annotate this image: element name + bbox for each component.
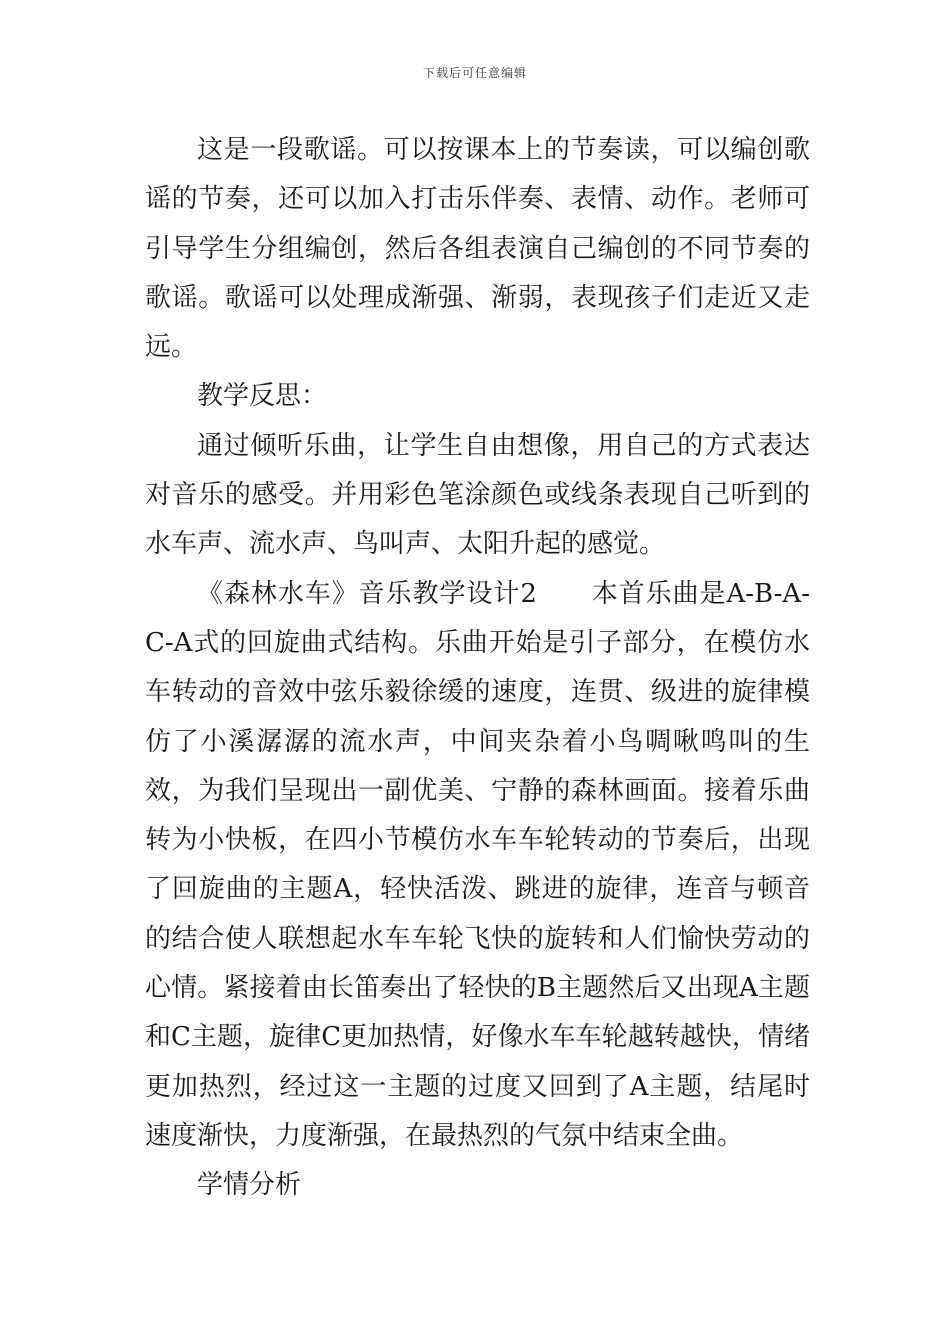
paragraph-learning-analysis-heading: 学情分析 (197, 1170, 302, 1201)
page-header: 下载后可任意编辑 (422, 66, 527, 80)
document-body (145, 126, 810, 1211)
paragraph-teaching-reflection-heading: 教学反思： (197, 381, 328, 412)
paragraph-design-2: 《森林水车》音乐教学设计2 本首乐曲是A-B-A-C-A式的回旋曲式结构。乐曲开始是引子部分，在模仿水车转动的音效中弦乐毅徐缓的速度，连贯、级进的旋律模仿了小溪潺潺的流水声，中间夹杂着小鸟啁啾鸣叫的生效，为我们呈现出一副优美、宁静的森林画面。接着乐曲转为小快板，在四小节模仿水车车轮转动的节奏后，出现了回旋曲的主题A，轻快活泼、跳进的旋律，连音与顿音的结合使人联想起水车车轮飞快的旋转和人们愉快劳动的心情。紧接着由长笛奏出了轻快的B主题然后又出现A主题和C主题，旋律C更加热情，好像水车车轮越转越快，情绪更加热烈，经过这一主题的过度又回到了A主题，结尾时速度渐快，力度渐强，在最热烈的气氛中结束全曲。 (145, 578, 810, 1151)
paragraph-song-description: 这是一段歌谣。可以按课本上的节奏读，可以编创歌谣的节奏，还可以加入打击乐伴奏、表情、动作。老师可引导学生分组编创，然后各组表演自己编创的不同节奏的歌谣。歌谣可以处理成渐强、渐弱，表现孩子们走近又走远。 (145, 135, 810, 363)
paragraph-teaching-reflection: 通过倾听乐曲，让学生自由想像，用自己的方式表达对音乐的感受。并用彩色笔涂颜色或线条表现自己听到的水车声、流水声、鸟叫声、太阳升起的感觉。 (145, 430, 810, 560)
